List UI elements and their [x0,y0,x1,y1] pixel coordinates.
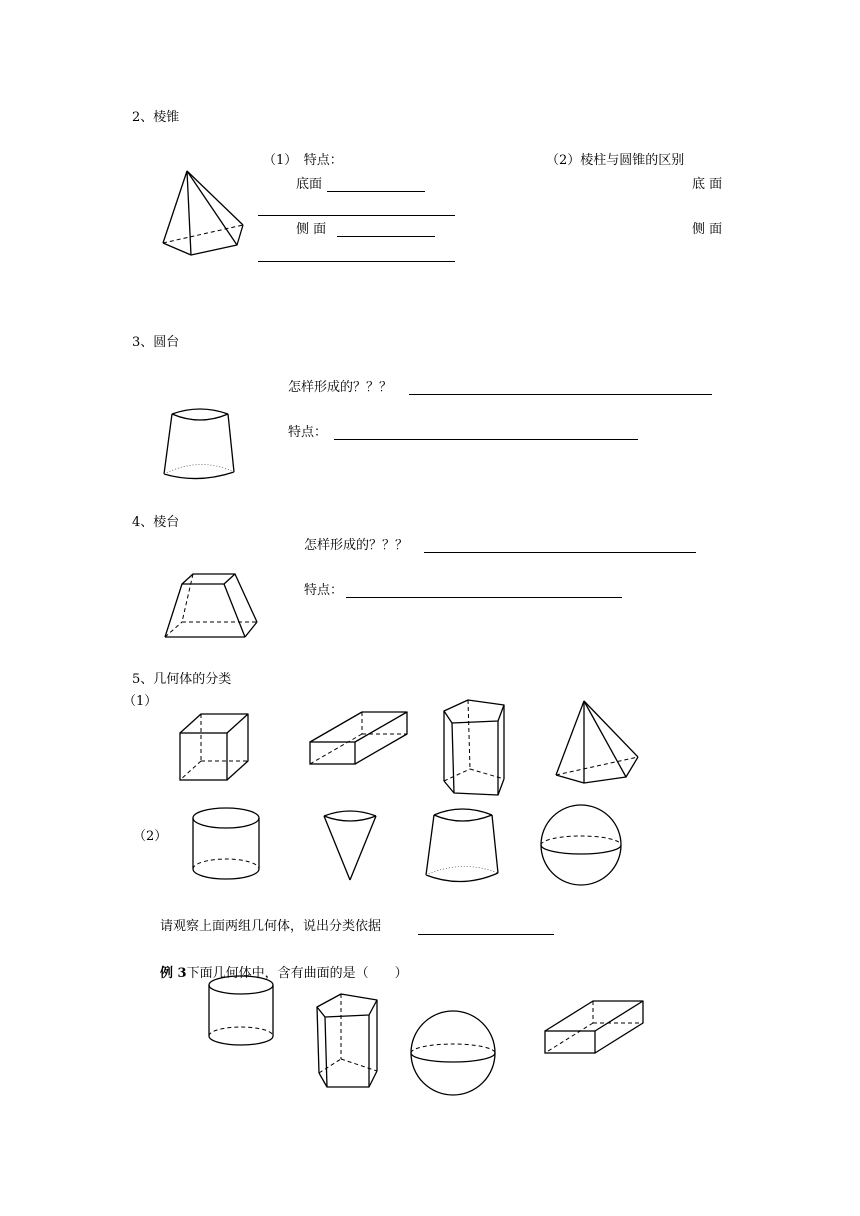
pyramid-base-label-right: 底 面 [692,177,723,192]
frustum-cone-features-blank[interactable] [334,439,638,440]
sphere-icon [538,802,624,888]
pyramid-side-blank[interactable] [337,236,435,237]
pyramid-part1-title: （1） 特点： [263,153,343,168]
pyramid-base-label: 底面 [296,177,323,192]
sphere-icon [408,1008,498,1098]
cuboid-icon [306,710,412,770]
example3-question: 下面几何体中，含有曲面的是（ ） [186,966,408,981]
pentagonal-prism-icon [440,697,512,801]
cuboid-icon [541,997,647,1057]
cylinder-icon [206,973,276,1051]
pyramid-icon [155,163,250,258]
classification-prompt: 请观察上面两组几何体，说出分类依据 [160,919,382,934]
section-heading-classification: 5、几何体的分类 [132,672,232,687]
classification-blank[interactable] [418,934,554,935]
pentagonal-prism-icon [313,991,385,1093]
example3-label: 例 3 [160,966,187,981]
section-heading-pyramid: 2、棱锥 [132,110,180,125]
frustum-cone-features: 特点： [288,425,328,440]
frustum-pyramid-features: 特点： [304,583,344,598]
cone-icon [320,808,382,884]
frustum-cone-icon [160,402,240,484]
frustum-cone-how-blank[interactable] [409,394,712,395]
frustum-pyramid-how-formed: 怎样形成的？？？ [304,538,409,553]
frustum-pyramid-icon [160,570,260,642]
example3-line [160,966,408,982]
pyramid-part2-title: （2）棱柱与圆锥的区别 [546,153,685,168]
cylinder-icon [190,805,262,883]
cube-icon [176,710,252,784]
frustum-pyramid-features-blank[interactable] [346,597,622,598]
group2-label: （2） [133,829,168,844]
group1-label: （1） [123,694,158,709]
pyramid-side-label: 侧 面 [296,222,327,237]
section-heading-frustum-pyramid: 4、棱台 [132,515,180,530]
frustum-cone-how-formed: 怎样形成的？？？ [288,380,393,395]
pyramid-side-blank-2[interactable] [258,261,455,262]
frustum-cone-icon [422,803,504,887]
section-heading-frustum-cone: 3、圆台 [132,335,180,350]
pyramid-side-label-right: 侧 面 [692,222,723,237]
pyramid-icon [552,697,642,785]
frustum-pyramid-how-blank[interactable] [424,552,696,553]
pyramid-base-blank[interactable] [327,191,425,192]
pyramid-base-blank-2[interactable] [258,215,455,216]
